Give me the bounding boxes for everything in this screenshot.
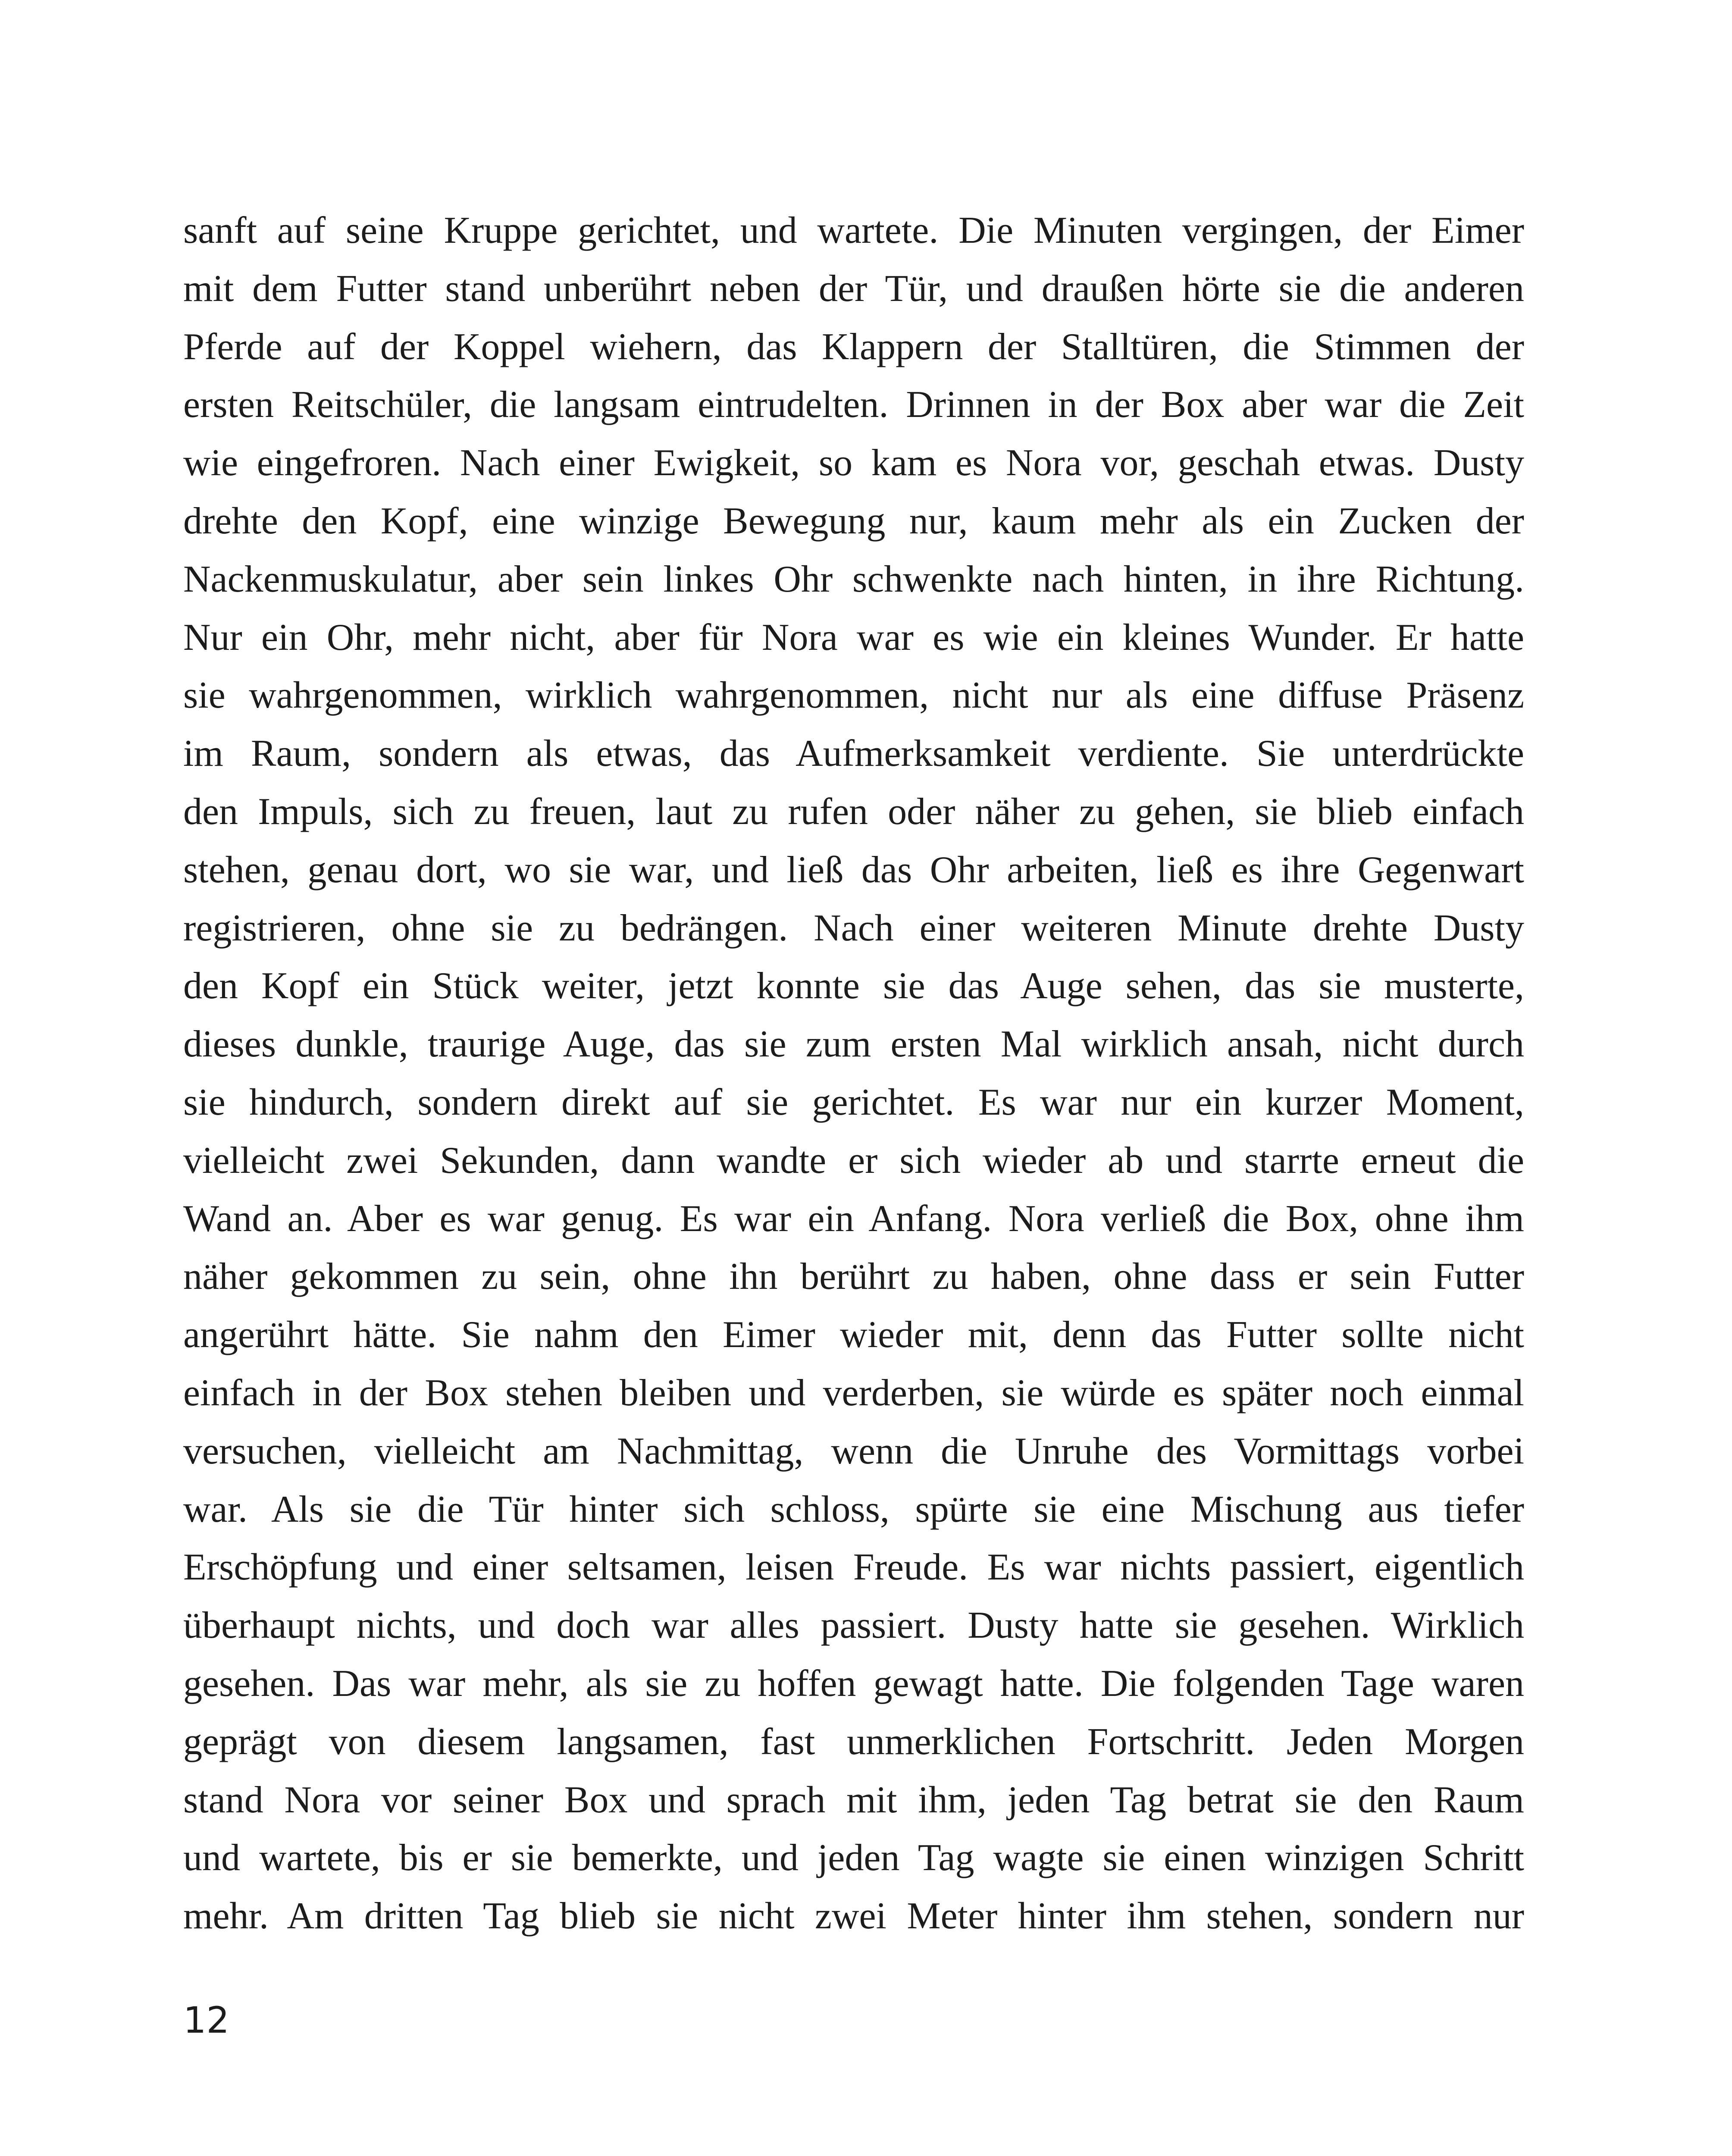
text-line: und wartete, bis er sie bemerkte, und jeden Tag wagte sie einen winzigen Schritt <box>183 1837 1524 1879</box>
text-line: versuchen, vielleicht am Nachmittag, wenn die Unruhe des Vormittags vorbei <box>183 1430 1524 1472</box>
text-line: sie hindurch, sondern direkt auf sie gerichtet. Es war nur ein kurzer Moment, <box>183 1081 1524 1123</box>
text-line: geprägt von diesem langsamen, fast unmerklichen Fortschritt. Jeden Morgen <box>183 1720 1524 1763</box>
text-line: sanft auf seine Kruppe gerichtet, und wartete. Die Minuten vergingen, der Eimer <box>183 210 1524 251</box>
text-line: den Kopf ein Stück weiter, jetzt konnte sie das Auge sehen, das sie musterte, <box>183 965 1524 1007</box>
page-number: 12 <box>183 1999 229 2041</box>
text-line: Pferde auf der Koppel wiehern, das Klappern der Stalltüren, die Stimmen der <box>183 326 1524 368</box>
text-line: angerührt hätte. Sie nahm den Eimer wieder mit, denn das Futter sollte nicht <box>183 1314 1524 1356</box>
text-line: Nackenmuskulatur, aber sein linkes Ohr schwenkte nach hinten, in ihre Richtung. <box>183 558 1524 600</box>
text-line: war. Als sie die Tür hinter sich schloss, spürte sie eine Mischung aus tiefer <box>183 1488 1524 1530</box>
text-line: dieses dunkle, traurige Auge, das sie zum ersten Mal wirklich ansah, nicht durch <box>183 1023 1524 1065</box>
text-line: drehte den Kopf, eine winzige Bewegung nur, kaum mehr als ein Zucken der <box>183 500 1524 542</box>
text-line: überhaupt nichts, und doch war alles passiert. Dusty hatte sie gesehen. Wirklich <box>183 1604 1524 1647</box>
text-line: sie wahrgenommen, wirklich wahrgenommen, nicht nur als eine diffuse Präsenz <box>183 674 1524 717</box>
text-line: wie eingefroren. Nach einer Ewigkeit, so kam es Nora vor, geschah etwas. Dusty <box>183 442 1524 484</box>
text-line: vielleicht zwei Sekunden, dann wandte er sich wieder ab und starrte erneut die <box>183 1139 1524 1181</box>
body-text <box>183 202 1524 1946</box>
text-line: stehen, genau dort, wo sie war, und ließ das Ohr arbeiten, ließ es ihre Gegenwart <box>183 849 1524 891</box>
text-line: im Raum, sondern als etwas, das Aufmerksamkeit verdiente. Sie unterdrückte <box>183 733 1524 775</box>
text-line: stand Nora vor seiner Box und sprach mit ihm, jeden Tag betrat sie den Raum <box>183 1779 1524 1821</box>
text-line: den Impuls, sich zu freuen, laut zu rufen oder näher zu gehen, sie blieb einfach <box>183 790 1524 833</box>
text-line: mit dem Futter stand unberührt neben der Tür, und draußen hörte sie die anderen <box>183 267 1524 310</box>
text-line: Erschöpfung und einer seltsamen, leisen Freude. Es war nichts passiert, eigentlich <box>183 1546 1524 1589</box>
text-line: Wand an. Aber es war genug. Es war ein Anfang. Nora verließ die Box, ohne ihm <box>183 1197 1524 1240</box>
text-line: näher gekommen zu sein, ohne ihn berührt zu haben, ohne dass er sein Futter <box>183 1256 1524 1298</box>
text-line: ersten Reitschüler, die langsam eintrudelten. Drinnen in der Box aber war die Zeit <box>183 384 1524 426</box>
text-line: einfach in der Box stehen bleiben und verderben, sie würde es später noch einmal <box>183 1372 1524 1414</box>
text-line: registrieren, ohne sie zu bedrängen. Nach einer weiteren Minute drehte Dusty <box>183 907 1524 949</box>
text-line: mehr. Am dritten Tag blieb sie nicht zwei Meter hinter ihm stehen, sondern nur <box>183 1895 1524 1937</box>
text-line: gesehen. Das war mehr, als sie zu hoffen gewagt hatte. Die folgenden Tage waren <box>183 1662 1524 1705</box>
text-line: Nur ein Ohr, mehr nicht, aber für Nora war es wie ein kleines Wunder. Er hatte <box>183 616 1524 658</box>
